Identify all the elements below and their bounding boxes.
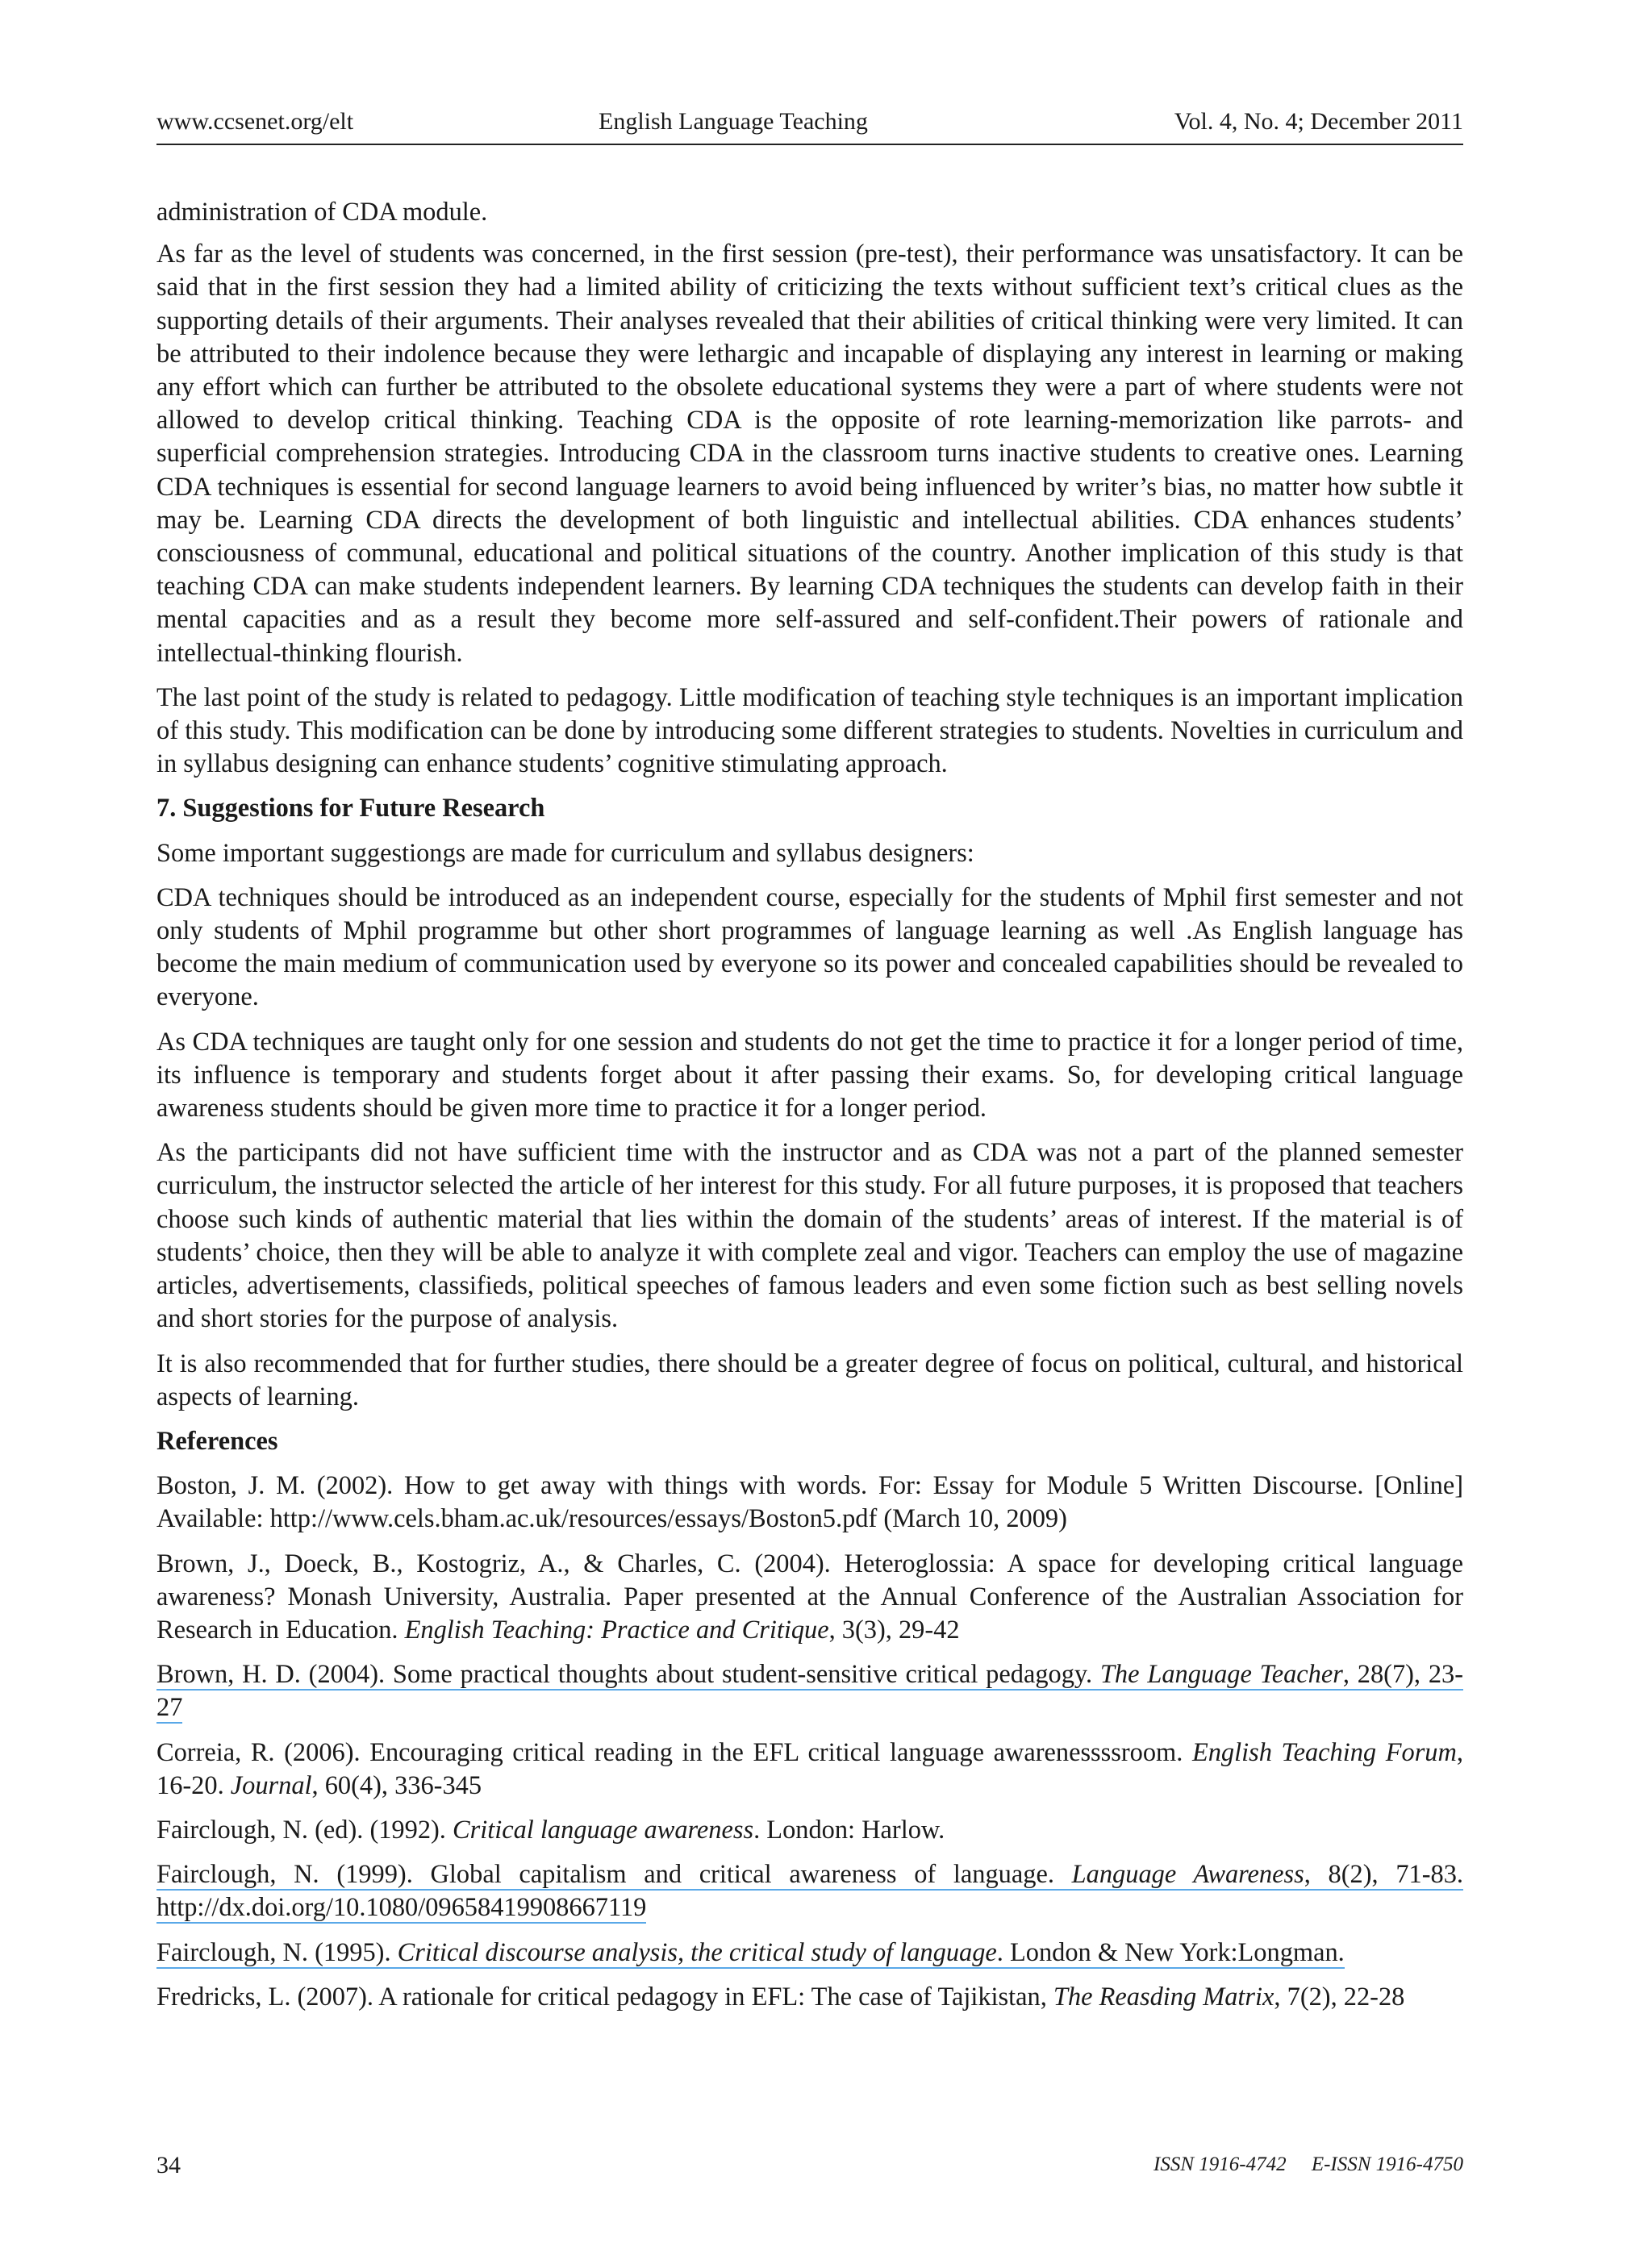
running-header: [156, 108, 1463, 145]
journal-title: English Language Teaching: [599, 108, 868, 135]
reference-text: . London & New York:Longman.: [996, 1937, 1345, 1967]
reference-source-title: English Teaching Forum: [1191, 1737, 1457, 1767]
reference-item: [156, 1470, 1463, 1536]
reference-link[interactable]: [156, 1860, 1463, 1924]
paragraph-continuation: administration of CDA module.: [156, 198, 488, 227]
reference-item-linked[interactable]: [156, 1858, 1463, 1924]
reference-text: , 7(2), 22-28: [1274, 1982, 1405, 2012]
paragraph-suggestion-material: As the participants did not have sufficient time with the instructor and as CDA was not a part of the planned semester curriculum, the instructor selected the article of her interest for this study. For all future purposes, it is proposed that teachers choose such kinds of authentic material that lies within the domain of the students’ areas of interest. If the material is of students’ choice, then they will be able to analyze it with complete zeal and vigor. Teachers can employ the use of magazine articles, advertisements, classifieds, political speeches of famous leaders and even some fiction such as best selling novels and short stories for the purpose of analysis.: [156, 1138, 1463, 1334]
reference-link[interactable]: [156, 1938, 1345, 1969]
issue-info: Vol. 4, No. 4; December 2011: [1174, 108, 1463, 135]
page-number: 34: [156, 2152, 181, 2178]
reference-source-title: Critical language awareness: [453, 1815, 754, 1845]
section-heading-suggestions: 7. Suggestions for Future Research: [156, 794, 545, 823]
page-footer: [156, 2152, 1463, 2184]
reference-source-title: Journal: [230, 1770, 312, 1800]
reference-text: , 60(4), 336-345: [311, 1770, 482, 1800]
reference-item: [156, 1548, 1463, 1648]
reference-source-title: The Reasding Matrix: [1053, 1982, 1274, 2012]
reference-text: , 28(7), 23-27: [156, 1660, 1464, 1723]
reference-text: Correia, R. (2006). Encouraging critical reading in the EFL critical language awarenessssroom.: [156, 1737, 1192, 1767]
reference-text: Fredricks, L. (2007). A rationale for critical pedagogy in EFL: The case of Tajikistan,: [156, 1982, 1053, 2012]
reference-item: [156, 1981, 1463, 2014]
reference-link[interactable]: [156, 1660, 1463, 1724]
reference-text: , 3(3), 29-42: [828, 1615, 960, 1645]
article-body: [156, 196, 1463, 2025]
reference-item-linked[interactable]: [156, 1658, 1463, 1724]
issn-info: ISSN 1916-4742 E-ISSN 1916-4750: [1153, 2153, 1463, 2175]
reference-text: Brown, J., Doeck, B., Kostogriz, A., & Charles, C. (2004). Heteroglossia: A space for developing critical language awareness? Monash University, Australia. Paper presented at the Annual Conference of the Australian Association for Research in Education.: [156, 1549, 1463, 1645]
paragraph-suggestions-intro: Some important suggestiongs are made for curriculum and syllabus designers:: [156, 838, 974, 868]
paragraph-suggestion-time: As CDA techniques are taught only for one session and students do not get the time to practice it for a longer period of time, its influence is temporary and students forget about it after passing their exams. So, for developing critical language awareness students should be given more time to practice it for a longer period.: [156, 1027, 1463, 1124]
references-heading: References: [156, 1426, 278, 1456]
reference-item: [156, 1814, 1463, 1847]
reference-source-title: The Language Teacher: [1099, 1660, 1343, 1690]
journal-url: www.ccsenet.org/elt: [156, 108, 354, 135]
reference-text: , 8(2), 71-83. http://dx.doi.org/10.1080/09658419908667119: [156, 1860, 1463, 1923]
paragraph-student-level: As far as the level of students was concerned, in the first session (pre-test), their performance was unsatisfactory. It can be said that in the first session they had a limited ability of criticizing the texts without sufficient text’s critical clues as the supporting details of their arguments. Their analyses revealed that their abilities of critical thinking were very limited. It can be attributed to their indolence because they were lethargic and incapable of displaying any interest in learning or making any effort which can further be attributed to the obsolete educational systems they were a part of where students were not allowed to develop critical thinking. Teaching CDA is the opposite of rote learning-memorization like parrots- and superficial comprehension strategies. Introducing CDA in the classroom turns inactive students to creative ones. Learning CDA techniques is essential for second language learners to avoid being influenced by writer’s bias, no matter how subtle it may be. Learning CDA directs the development of both linguistic and intellectual abilities. CDA enhances students’ consciousness of communal, educational and political situations of the country. Another implication of this study is that teaching CDA can make students independent learners. By learning CDA techniques the students can develop faith in their mental capacities and as a result they become more self-assured and self-confident.Their powers of rationale and intellectual-thinking flourish.: [156, 240, 1463, 668]
reference-source-title: Critical discourse analysis, the critical study of language: [397, 1937, 997, 1967]
reference-text: , 16-20.: [156, 1737, 1463, 1800]
reference-item: [156, 1736, 1463, 1803]
reference-source-title: English Teaching: Practice and Critique: [404, 1615, 829, 1645]
reference-text: Fairclough, N. (ed). (1992).: [156, 1815, 453, 1845]
reference-item-linked[interactable]: [156, 1937, 1463, 1970]
reference-source-title: Language Awareness: [1071, 1860, 1304, 1890]
reference-text: Fairclough, N. (1999). Global capitalism and critical awareness of language.: [156, 1860, 1072, 1890]
paragraph-suggestion-course: CDA techniques should be introduced as an independent course, especially for the students of Mphil first semester and not only students of Mphil programme but other short programmes of language learning as well .As English language has become the main medium of communication used by everyone so its power and concealed capabilities should be revealed to everyone.: [156, 882, 1463, 1012]
paragraph-suggestion-focus: It is also recommended that for further studies, there should be a greater degree of focus on political, cultural, and historical aspects of learning.: [156, 1349, 1463, 1411]
reference-text: Fairclough, N. (1995).: [156, 1937, 398, 1967]
paragraph-pedagogy: The last point of the study is related to pedagogy. Little modification of teaching style techniques is an important implication of this study. This modification can be done by introducing some different strategies to students. Novelties in curriculum and in syllabus designing can enhance students’ cognitive stimulating approach.: [156, 682, 1463, 779]
reference-text: Boston, J. M. (2002). How to get away with things with words. For: Essay for Module 5 Written Discourse. [Online] Available: http://www.cels.bham.ac.uk/resources/essays/Boston5.pdf (March 10, 2009): [156, 1471, 1463, 1534]
reference-text: . London: Harlow.: [753, 1815, 945, 1845]
reference-text: Brown, H. D. (2004). Some practical thoughts about student-sensitive critical pedagogy.: [156, 1660, 1100, 1690]
